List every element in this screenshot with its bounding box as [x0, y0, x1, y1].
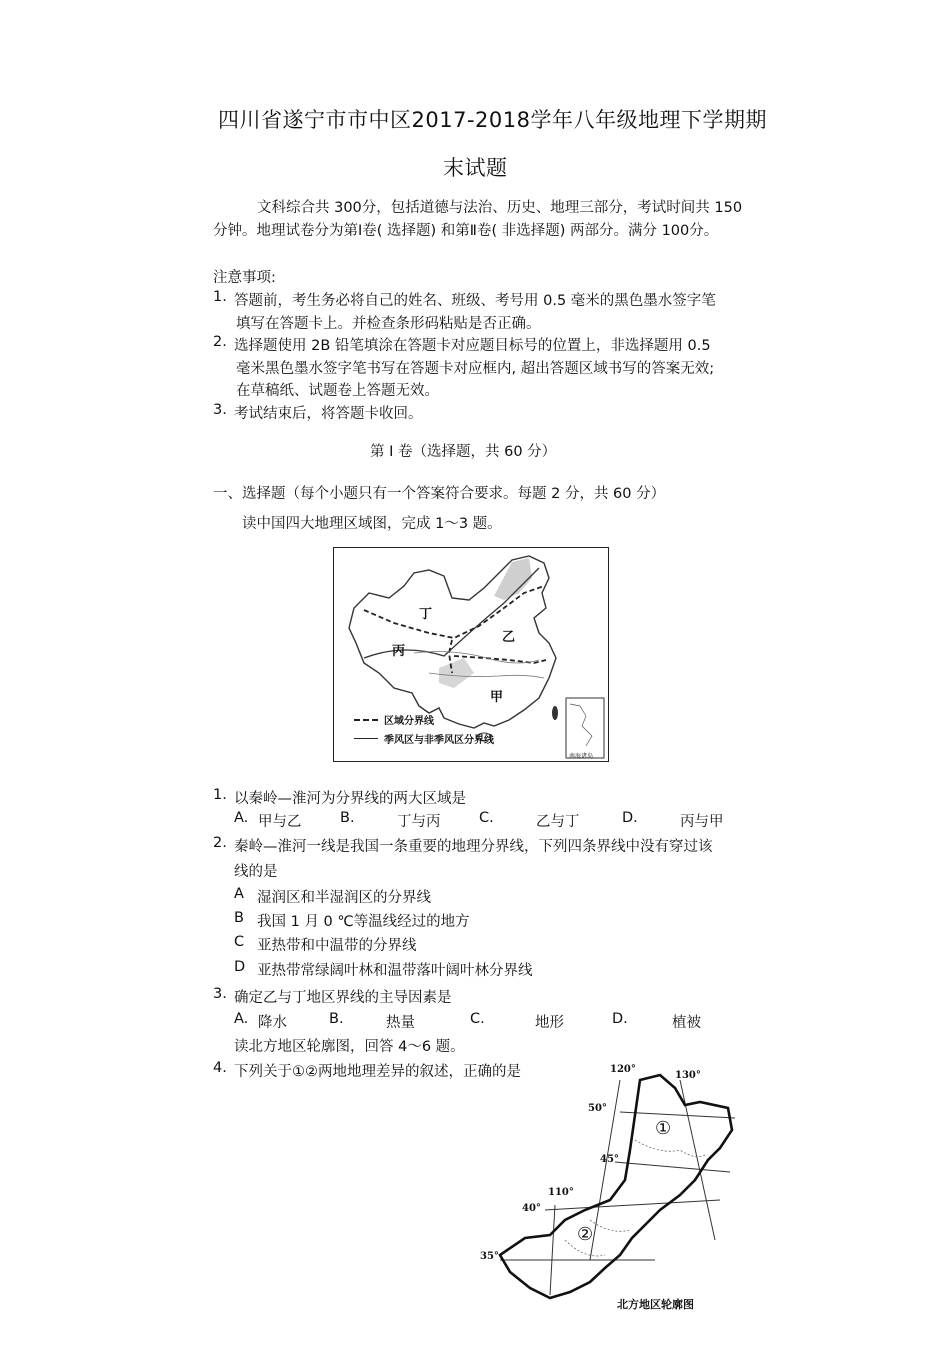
note-text: 答题前，考生务必将自己的姓名、班级、考号用 0.5 毫米的黑色墨水签字笔 [234, 293, 716, 309]
question-stem: 秦岭—淮河一线是我国一条重要的地理分界线，下列四条界线中没有穿过该 [234, 839, 713, 855]
option-key: A [234, 886, 244, 902]
area-marker-1: ① [655, 1118, 672, 1139]
note-text: 在草稿纸、试题卷上答题无效。 [236, 383, 439, 399]
option-text: 丙与甲 [680, 814, 724, 830]
taiwan-island [552, 706, 558, 720]
region-label-yi: 乙 [502, 630, 516, 645]
question-stem: 确定乙与丁地区界线的主导因素是 [234, 990, 452, 1006]
option-text: 降水 [258, 1015, 287, 1031]
question-stem: 以秦岭—淮河为分界线的两大区域是 [234, 791, 466, 807]
option-text: 甲与乙 [258, 814, 302, 830]
north-map-figure [470, 1060, 740, 1320]
north-region-outline [500, 1075, 732, 1298]
note-number: 3. [213, 402, 227, 418]
option-text: 亚热带常绿阔叶林和温带落叶阔叶林分界线 [257, 963, 533, 979]
option-key: C. [470, 1011, 485, 1027]
legend-solid-line [354, 738, 378, 739]
option-key: B. [329, 1011, 344, 1027]
note-text: 毫米黑色墨水签字笔书写在答题卡对应框内, 超出答题区域书写的答案无效; [236, 361, 715, 377]
intro-line2: 分钟。地理试卷分为第Ⅰ卷( 选择题) 和第Ⅱ卷( 非选择题) 两部分。满分 100分。 [213, 223, 719, 239]
area-marker-2: ② [577, 1224, 594, 1245]
page-title-line2: 末试题 [443, 156, 508, 180]
option-text: 植被 [672, 1015, 701, 1031]
graticule-line [620, 1112, 735, 1118]
note-text: 选择题使用 2B 铅笔填涂在答题卡对应题目标号的位置上，非选择题用 0.5 [234, 338, 711, 354]
note-number: 2. [213, 334, 227, 350]
option-key: C [234, 934, 245, 950]
page-title-line1: 四川省遂宁市市中区2017-2018学年八年级地理下学期期 [218, 108, 767, 132]
option-key: B [234, 910, 244, 926]
graticule-line [550, 1205, 555, 1295]
option-key: D [234, 959, 246, 975]
question-number: 3. [213, 986, 227, 1002]
map2-caption: 北方地区轮廓图 [617, 1298, 694, 1311]
note-text: 填写在答题卡上。并检查条形码粘贴是否正确。 [236, 316, 541, 332]
latitude-label: 40° [522, 1203, 541, 1214]
graticule-line [545, 1200, 720, 1210]
question-number: 2. [213, 835, 227, 851]
china-map-figure [334, 548, 607, 760]
section-title: 第 Ⅰ 卷（选择题，共 60 分） [370, 444, 557, 460]
option-text: 乙与丁 [536, 814, 580, 830]
map2-instruction: 读北方地区轮廓图，回答 4～6 题。 [234, 1039, 465, 1055]
intro-line1: 文科综合共 300分，包括道德与法治、历史、地理三部分，考试时间共 150 [257, 200, 743, 216]
longitude-label: 110° [548, 1187, 574, 1198]
option-key: B. [340, 810, 355, 826]
option-text: 我国 1 月 0 ℃等温线经过的地方 [257, 914, 470, 930]
option-text: 地形 [535, 1015, 564, 1031]
legend-label: 季风区与非季风区分界线 [384, 735, 494, 746]
latitude-label: 35° [480, 1251, 499, 1262]
region-label-ding: 丁 [419, 607, 433, 622]
part1-heading: 一、选择题（每个小题只有一个答案符合要求。每题 2 分，共 60 分） [213, 486, 666, 502]
option-key: A. [234, 1011, 249, 1027]
option-text: 热量 [386, 1015, 415, 1031]
note-text: 考试结束后，将答题卡收回。 [234, 406, 423, 422]
region-label-bing: 丙 [392, 644, 406, 659]
longitude-label: 130° [675, 1070, 701, 1081]
option-key: D. [612, 1011, 628, 1027]
notes-heading: 注意事项: [213, 270, 276, 286]
legend-label: 区域分界线 [384, 716, 434, 727]
question-stem: 线的是 [234, 864, 278, 880]
option-key: D. [622, 810, 638, 826]
region-label-jia: 甲 [490, 690, 504, 705]
north-region-map [470, 1060, 740, 1320]
latitude-label: 50° [588, 1103, 607, 1114]
option-key: A. [234, 810, 249, 826]
inset-caption: 南海诸岛 [569, 753, 594, 760]
option-text: 亚热带和中温带的分界线 [257, 938, 417, 954]
note-number: 1. [213, 289, 227, 305]
option-key: C. [479, 810, 494, 826]
question-number: 4. [213, 1060, 227, 1076]
longitude-label: 120° [610, 1064, 636, 1075]
graticule-line [615, 1162, 730, 1172]
option-text: 湿润区和半湿润区的分界线 [257, 890, 431, 906]
legend-dashed-line [354, 719, 378, 721]
question-number: 1. [213, 787, 227, 803]
south-sea-inset [566, 698, 604, 758]
part1-instruction: 读中国四大地理区域图，完成 1～3 题。 [242, 516, 502, 532]
china-regions-map [333, 547, 609, 762]
option-text: 丁与丙 [397, 814, 441, 830]
mountain-texture [439, 658, 474, 688]
latitude-label: 45° [600, 1154, 619, 1165]
question-stem: 下列关于①②两地地理差异的叙述，正确的是 [234, 1064, 521, 1080]
